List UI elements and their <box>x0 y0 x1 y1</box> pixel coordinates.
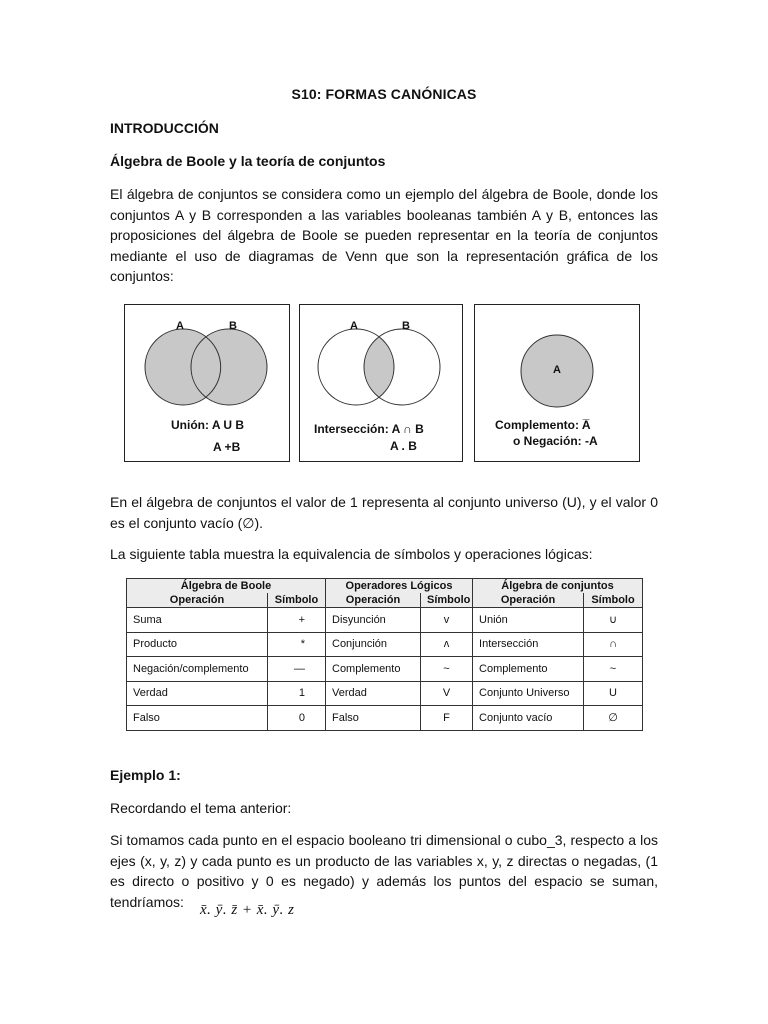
venn-intersection-diagram <box>299 304 463 462</box>
table-sub-sym: Símbolo <box>268 593 326 608</box>
table-cell: F <box>421 706 473 731</box>
recall-paragraph: Recordando el tema anterior: <box>110 800 292 816</box>
table-cell: ∅ <box>584 706 643 731</box>
table-cell: Conjunto vacío <box>473 706 584 731</box>
table-sub-op: Operación <box>326 593 421 608</box>
table-cell: Complemento <box>326 657 421 682</box>
venn-union-caption: Unión: A U B <box>171 418 245 432</box>
table-cell: 1 <box>268 681 326 706</box>
venn-complement-caption: Complemento: A̅ <box>495 418 591 432</box>
table-cell: Suma <box>127 608 268 633</box>
venn-intersection-label-b: B <box>402 320 410 332</box>
table-sub-header-row <box>127 593 643 608</box>
table-group-sets: Álgebra de conjuntos <box>473 579 643 594</box>
table-cell: ∩ <box>584 632 643 657</box>
table-cell: — <box>268 657 326 682</box>
venn-complement-caption-2: o Negación: -A <box>513 434 598 448</box>
section-heading: Álgebra de Boole y la teoría de conjuntos <box>110 153 386 169</box>
table-group-boole: Álgebra de Boole <box>127 579 326 594</box>
venn-union-label-a: A <box>176 320 184 332</box>
table-cell: 0 <box>268 706 326 731</box>
venn-complement-label-a: A <box>553 364 561 376</box>
table-row <box>127 706 643 731</box>
venn-complement-diagram <box>474 304 640 462</box>
table-cell: v <box>421 608 473 633</box>
table-row <box>127 608 643 633</box>
universe-paragraph: En el álgebra de conjuntos el valor de 1 representa al conjunto universo (U), y el valor 0 es el conjunto vacío (∅). <box>110 494 658 531</box>
table-cell: Falso <box>127 706 268 731</box>
venn-union-caption-2: A +B <box>213 440 241 454</box>
table-row <box>127 681 643 706</box>
table-cell: U <box>584 681 643 706</box>
table-cell: Intersección <box>473 632 584 657</box>
table-row <box>127 632 643 657</box>
table-cell: + <box>268 608 326 633</box>
example-heading: Ejemplo 1: <box>110 767 181 783</box>
table-cell: ʌ <box>421 632 473 657</box>
table-cell: * <box>268 632 326 657</box>
venn-union-label-b: B <box>229 320 237 332</box>
table-cell: Unión <box>473 608 584 633</box>
table-group-header-row <box>127 579 643 594</box>
table-sub-op: Operación <box>127 593 268 608</box>
table-cell: Complemento <box>473 657 584 682</box>
table-cell: Disyunción <box>326 608 421 633</box>
table-cell: ~ <box>421 657 473 682</box>
venn-intersection-label-a: A <box>350 320 358 332</box>
table-cell: Verdad <box>127 681 268 706</box>
table-sub-sym: Símbolo <box>584 593 643 608</box>
venn-intersection-caption-2: A . B <box>390 439 417 453</box>
table-cell: Producto <box>127 632 268 657</box>
intro-heading: INTRODUCCIÓN <box>110 120 219 136</box>
table-cell: V <box>421 681 473 706</box>
cube-paragraph: Si tomamos cada punto en el espacio booleano tri dimensional o cubo_3, respecto a los ejes (x, y, z) y cada punto es un producto de las variables x, y, z directas o negadas, (1 es directo o positivo y 0 es negado) y además los puntos del espacio se suman, tendríamos: <box>110 832 658 910</box>
table-cell: Falso <box>326 706 421 731</box>
table-cell: Conjunción <box>326 632 421 657</box>
venn-union-circle-b <box>191 329 267 405</box>
table-intro-paragraph: La siguiente tabla muestra la equivalencia de símbolos y operaciones lógicas: <box>110 546 593 562</box>
table-sub-sym: Símbolo <box>421 593 473 608</box>
table-cell: Negación/complemento <box>127 657 268 682</box>
table-cell: Conjunto Universo <box>473 681 584 706</box>
venn-intersection-caption: Intersección: A ∩ B <box>314 422 424 436</box>
table-cell: ∪ <box>584 608 643 633</box>
table-cell: Verdad <box>326 681 421 706</box>
symbols-table <box>126 578 643 731</box>
table-group-logic: Operadores Lógicos <box>326 579 473 594</box>
table-row <box>127 657 643 682</box>
table-cell: ~ <box>584 657 643 682</box>
page-title: S10: FORMAS CANÓNICAS <box>291 86 477 102</box>
intro-paragraph: El álgebra de conjuntos se considera como un ejemplo del álgebra de Boole, donde los conjuntos A y B corresponden a las variables booleanas también A y B, entonces las proposiciones del álgebra de Boole se pueden representar en la teoría de conjuntos mediante el uso de diagramas de Venn que son la representación gráfica de los conjuntos: <box>110 186 658 284</box>
venn-union-diagram <box>124 304 290 462</box>
formula: x̄. ȳ. z̄ + x̄. ȳ. z <box>200 902 295 918</box>
table-sub-op: Operación <box>473 593 584 608</box>
